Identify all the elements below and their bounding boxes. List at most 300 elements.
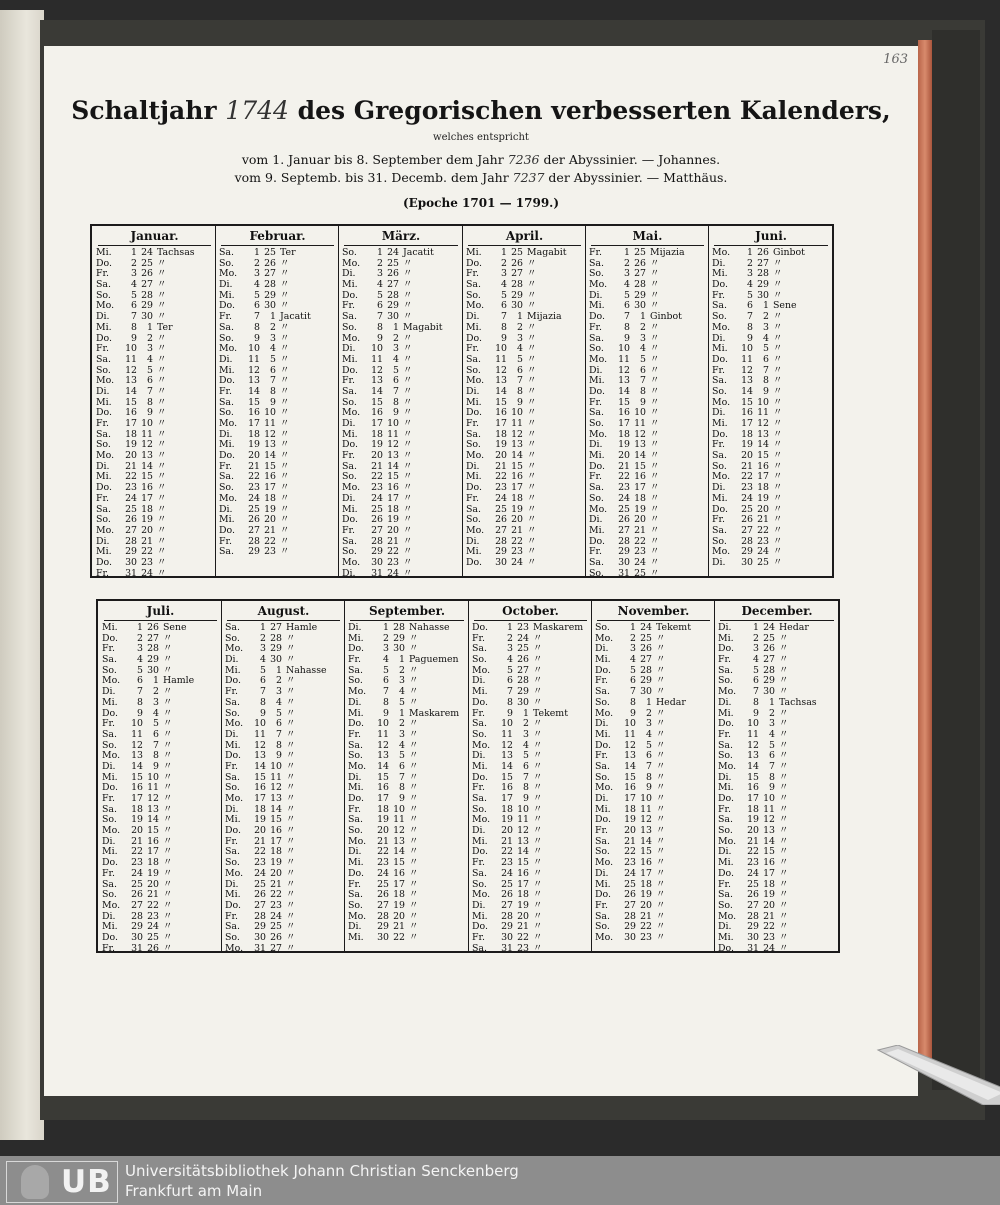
day-row bbox=[348, 880, 466, 891]
abyssinian-day: 27 bbox=[270, 942, 282, 954]
gregorian-day: 20 bbox=[254, 825, 266, 837]
day-row bbox=[472, 676, 589, 687]
abyssinian-month: 〃 bbox=[533, 782, 543, 794]
abyssinian-month: 〃 bbox=[773, 482, 783, 494]
day-row bbox=[342, 376, 460, 387]
gregorian-day: 29 bbox=[125, 546, 137, 558]
abyssinian-day: 10 bbox=[270, 760, 282, 772]
day-row bbox=[466, 301, 583, 312]
day-row bbox=[96, 451, 213, 462]
gregorian-day: 12 bbox=[377, 739, 389, 751]
weekday: Di. bbox=[712, 257, 726, 269]
abyssinian-day: 4 bbox=[393, 353, 399, 365]
abyssinian-month: 〃 bbox=[773, 396, 783, 408]
gregorian-day: 3 bbox=[377, 268, 383, 280]
gregorian-day: 26 bbox=[371, 514, 383, 526]
weekday: Di. bbox=[466, 385, 480, 397]
weekday: Do. bbox=[219, 524, 235, 536]
abyssinian-month: 〃 bbox=[409, 803, 419, 815]
weekday: Fr. bbox=[718, 878, 731, 890]
abyssinian-month: 〃 bbox=[163, 931, 173, 943]
gregorian-day: 11 bbox=[254, 728, 266, 740]
weekday: Do. bbox=[102, 931, 118, 943]
abyssinian-month: 〃 bbox=[650, 396, 660, 408]
gregorian-day: 12 bbox=[618, 364, 630, 376]
day-row bbox=[348, 741, 466, 752]
abyssinian-day: 20 bbox=[270, 867, 282, 879]
abyssinian-month: 〃 bbox=[656, 921, 666, 933]
day-row bbox=[219, 419, 336, 430]
abyssinian-day: 27 bbox=[147, 632, 159, 644]
day-row bbox=[472, 933, 589, 944]
abyssinian-month: Hamle bbox=[163, 675, 195, 687]
abyssinian-day: 24 bbox=[270, 910, 282, 922]
day-row bbox=[225, 698, 342, 709]
weekday: Do. bbox=[472, 696, 488, 708]
weekday: Mi. bbox=[718, 931, 734, 943]
gregorian-day: 31 bbox=[371, 567, 383, 579]
gregorian-day: 1 bbox=[747, 247, 753, 258]
abyssinian-month: 〃 bbox=[157, 385, 167, 397]
abyssinian-day: 18 bbox=[634, 492, 646, 504]
weekday: Sa. bbox=[225, 771, 240, 783]
abyssinian-day: 16 bbox=[757, 460, 769, 472]
abyssinian-month: 〃 bbox=[157, 492, 167, 504]
weekday: Di. bbox=[342, 268, 356, 280]
gregorian-day: 18 bbox=[618, 428, 630, 440]
day-row bbox=[589, 430, 706, 441]
gregorian-day: 12 bbox=[501, 739, 513, 751]
abyssinian-day: 16 bbox=[763, 857, 775, 869]
abyssinian-month: Maskarem bbox=[533, 622, 584, 633]
month-name: December. bbox=[720, 603, 834, 621]
abyssinian-month: 〃 bbox=[533, 728, 543, 740]
abyssinian-month: 〃 bbox=[409, 931, 419, 943]
abyssinian-month: 〃 bbox=[656, 707, 666, 719]
weekday: Mi. bbox=[348, 857, 364, 869]
abyssinian-day: 7 bbox=[153, 739, 159, 751]
abyssinian-month: 〃 bbox=[409, 857, 419, 869]
gregorian-day: 3 bbox=[747, 268, 753, 280]
gregorian-day: 13 bbox=[125, 375, 137, 387]
weekday: Sa. bbox=[219, 321, 234, 333]
abyssinian-day: 5 bbox=[646, 739, 652, 751]
gregorian-day: 6 bbox=[383, 675, 389, 687]
abyssinian-day: 29 bbox=[393, 632, 405, 644]
abyssinian-month: 〃 bbox=[779, 750, 789, 762]
gregorian-day: 18 bbox=[125, 428, 137, 440]
weekday: Di. bbox=[472, 899, 486, 911]
gregorian-day: 13 bbox=[371, 375, 383, 387]
day-row bbox=[712, 376, 830, 387]
day-row bbox=[472, 912, 589, 923]
abyssinian-month: 〃 bbox=[157, 567, 167, 579]
weekday: So. bbox=[718, 899, 733, 911]
gregorian-day: 28 bbox=[495, 535, 507, 547]
gregorian-day: 4 bbox=[377, 279, 383, 291]
day-row bbox=[718, 912, 836, 923]
day-row bbox=[472, 730, 589, 741]
abyssinian-day: 18 bbox=[511, 492, 523, 504]
abyssinian-day: 19 bbox=[141, 514, 153, 526]
weekday: So. bbox=[102, 664, 117, 676]
abyssinian-month: Tekemt bbox=[533, 707, 568, 719]
weekday: Sa. bbox=[96, 279, 111, 291]
abyssinian-day: 25 bbox=[270, 921, 282, 933]
abyssinian-day: 5 bbox=[270, 353, 276, 365]
weekday: Sa. bbox=[712, 375, 727, 387]
day-row bbox=[718, 794, 836, 805]
day-row bbox=[102, 687, 219, 698]
abyssinian-month: 〃 bbox=[286, 846, 296, 858]
abyssinian-month: 〃 bbox=[527, 535, 537, 547]
weekday: Sa. bbox=[102, 803, 117, 815]
weekday: Mi. bbox=[712, 343, 728, 355]
weekday: Do. bbox=[96, 407, 112, 419]
weekday: Mo. bbox=[712, 546, 731, 558]
gregorian-day: 7 bbox=[630, 686, 636, 698]
weekday: So. bbox=[595, 846, 610, 858]
weekday: Di. bbox=[219, 503, 233, 515]
day-row bbox=[595, 687, 712, 698]
gregorian-day: 9 bbox=[507, 707, 513, 719]
day-row bbox=[348, 698, 466, 709]
abyssinian-day: 22 bbox=[634, 535, 646, 547]
gregorian-day: 1 bbox=[507, 622, 513, 633]
abyssinian-day: 30 bbox=[763, 686, 775, 698]
gregorian-day: 14 bbox=[747, 760, 759, 772]
gregorian-day: 25 bbox=[254, 878, 266, 890]
weekday: Di. bbox=[348, 696, 362, 708]
abyssinian-day: 11 bbox=[147, 782, 159, 794]
abyssinian-day: 14 bbox=[264, 450, 276, 462]
weekday: Di. bbox=[225, 803, 239, 815]
abyssinian-month: 〃 bbox=[163, 803, 173, 815]
abyssinian-day: 27 bbox=[270, 622, 282, 633]
abyssinian-day: 7 bbox=[763, 364, 769, 376]
abyssinian-month: 〃 bbox=[650, 567, 660, 579]
abyssinian-day: 4 bbox=[763, 332, 769, 344]
day-row bbox=[466, 505, 583, 516]
gregorian-day: 8 bbox=[501, 321, 507, 333]
weekday: So. bbox=[102, 814, 117, 826]
weekday: Di. bbox=[348, 771, 362, 783]
day-row bbox=[225, 922, 342, 933]
abyssinian-month: 〃 bbox=[157, 407, 167, 419]
abyssinian-day: 15 bbox=[640, 846, 652, 858]
day-row bbox=[466, 526, 583, 537]
gregorian-day: 7 bbox=[377, 311, 383, 323]
day-row bbox=[225, 762, 342, 773]
day-row bbox=[348, 922, 466, 933]
gregorian-day: 28 bbox=[377, 910, 389, 922]
gregorian-day: 24 bbox=[501, 867, 513, 879]
weekday: Mi. bbox=[466, 321, 482, 333]
day-row bbox=[595, 890, 712, 901]
day-row bbox=[472, 869, 589, 880]
abyssinian-day: 4 bbox=[270, 343, 276, 355]
abyssinian-day: 27 bbox=[141, 279, 153, 291]
abyssinian-month: 〃 bbox=[650, 428, 660, 440]
weekday: So. bbox=[348, 825, 363, 837]
gregorian-day: 3 bbox=[624, 268, 630, 280]
gregorian-day: 15 bbox=[377, 771, 389, 783]
gregorian-day: 6 bbox=[137, 675, 143, 687]
day-row bbox=[102, 847, 219, 858]
abyssinian-day: 22 bbox=[517, 931, 529, 943]
abyssinian-month: 〃 bbox=[286, 878, 296, 890]
abyssinian-day: 21 bbox=[147, 889, 159, 901]
abyssinian-month: 〃 bbox=[280, 439, 290, 451]
calendar-page bbox=[44, 46, 918, 1096]
gregorian-day: 22 bbox=[741, 471, 753, 483]
abyssinian-day: 17 bbox=[763, 867, 775, 879]
day-row bbox=[225, 644, 342, 655]
weekday: Mo. bbox=[342, 482, 361, 494]
weekday: Mo. bbox=[225, 942, 244, 954]
day-row bbox=[718, 869, 836, 880]
abyssinian-month: 〃 bbox=[650, 321, 660, 333]
day-row bbox=[589, 248, 706, 259]
day-row bbox=[96, 558, 213, 569]
day-row bbox=[96, 569, 213, 580]
weekday: Mo. bbox=[472, 889, 491, 901]
abyssinian-day: 13 bbox=[634, 439, 646, 451]
gregorian-day: 24 bbox=[377, 867, 389, 879]
gregorian-day: 1 bbox=[624, 247, 630, 258]
abyssinian-month: 〃 bbox=[403, 289, 413, 301]
abyssinian-month: 〃 bbox=[403, 503, 413, 515]
month-name: Januar. bbox=[98, 228, 211, 246]
abyssinian-month: 〃 bbox=[527, 353, 537, 365]
gregorian-day: 30 bbox=[741, 556, 753, 568]
abyssinian-day: 20 bbox=[517, 910, 529, 922]
gregorian-day: 21 bbox=[741, 460, 753, 472]
abyssinian-day: 25 bbox=[634, 567, 646, 579]
weekday: Mo. bbox=[225, 867, 244, 879]
abyssinian-month: 〃 bbox=[409, 867, 419, 879]
gregorian-day: 27 bbox=[371, 524, 383, 536]
weekday: Mo. bbox=[595, 857, 614, 869]
abyssinian-day: 4 bbox=[640, 343, 646, 355]
month-column-märz bbox=[338, 226, 462, 579]
abyssinian-month: 〃 bbox=[773, 546, 783, 558]
gregorian-day: 1 bbox=[137, 622, 143, 633]
abyssinian-day: 5 bbox=[393, 364, 399, 376]
abyssinian-day: 17 bbox=[640, 867, 652, 879]
day-row bbox=[472, 666, 589, 677]
abyssinian-month: 〃 bbox=[157, 375, 167, 387]
day-row bbox=[712, 483, 830, 494]
weekday: Do. bbox=[348, 867, 364, 879]
abyssinian-day: 20 bbox=[387, 524, 399, 536]
weekday: Do. bbox=[589, 311, 605, 323]
weekday: Di. bbox=[712, 407, 726, 419]
weekday: Fr. bbox=[466, 268, 479, 280]
weekday: Mo. bbox=[712, 396, 731, 408]
weekday: Fr. bbox=[96, 492, 109, 504]
gregorian-day: 3 bbox=[753, 643, 759, 655]
day-row bbox=[96, 344, 213, 355]
abyssinian-month: 〃 bbox=[533, 921, 543, 933]
abyssinian-month: 〃 bbox=[650, 514, 660, 526]
abyssinian-month: 〃 bbox=[779, 899, 789, 911]
day-row bbox=[595, 751, 712, 762]
month-divider bbox=[468, 601, 469, 951]
day-row bbox=[102, 869, 219, 880]
gregorian-day: 6 bbox=[254, 300, 260, 312]
gregorian-day: 13 bbox=[495, 375, 507, 387]
day-row bbox=[595, 805, 712, 816]
day-row bbox=[595, 912, 712, 923]
abyssinian-month: 〃 bbox=[533, 750, 543, 762]
day-row bbox=[718, 623, 836, 634]
abyssinian-day: 15 bbox=[757, 450, 769, 462]
abyssinian-month: 〃 bbox=[650, 450, 660, 462]
abyssinian-month: 〃 bbox=[533, 910, 543, 922]
abyssinian-month: 〃 bbox=[163, 771, 173, 783]
abyssinian-month: 〃 bbox=[656, 889, 666, 901]
abyssinian-month: 〃 bbox=[409, 878, 419, 890]
abyssinian-month: Ter bbox=[280, 247, 296, 258]
abyssinian-day: 5 bbox=[523, 750, 529, 762]
abyssinian-day: 29 bbox=[141, 300, 153, 312]
abyssinian-month: 〃 bbox=[409, 686, 419, 698]
gregorian-day: 16 bbox=[125, 407, 137, 419]
weekday: Mi. bbox=[718, 632, 734, 644]
weekday: Fr. bbox=[219, 535, 232, 547]
day-row bbox=[225, 687, 342, 698]
gregorian-day: 26 bbox=[125, 514, 137, 526]
gregorian-day: 9 bbox=[260, 707, 266, 719]
abyssinian-day: 16 bbox=[511, 471, 523, 483]
abyssinian-day: 17 bbox=[264, 482, 276, 494]
gregorian-day: 9 bbox=[131, 332, 137, 344]
gregorian-day: 16 bbox=[618, 407, 630, 419]
weekday: Do. bbox=[219, 375, 235, 387]
gregorian-day: 22 bbox=[501, 846, 513, 858]
month-column-april bbox=[462, 226, 585, 576]
day-row bbox=[589, 301, 706, 312]
day-row bbox=[595, 698, 712, 709]
weekday: So. bbox=[718, 675, 733, 687]
weekday: Do. bbox=[225, 750, 241, 762]
day-row bbox=[102, 901, 219, 912]
abyssinian-day: 26 bbox=[387, 268, 399, 280]
title-year: 1744 bbox=[225, 96, 289, 125]
abyssinian-month: 〃 bbox=[403, 268, 413, 280]
abyssinian-day: 1 bbox=[640, 311, 646, 323]
day-row bbox=[472, 623, 589, 634]
abyssinian-day: 28 bbox=[264, 279, 276, 291]
day-row bbox=[589, 515, 706, 526]
abyssinian-month: 〃 bbox=[286, 675, 296, 687]
abyssinian-day: 10 bbox=[640, 793, 652, 804]
abyssinian-month: 〃 bbox=[779, 675, 789, 687]
gregorian-day: 9 bbox=[254, 332, 260, 344]
line1-prefix: vom 1. Januar bis 8. September dem Jahr bbox=[241, 152, 508, 167]
day-row bbox=[348, 912, 466, 923]
abyssinian-month: 〃 bbox=[280, 535, 290, 547]
abyssinian-day: 13 bbox=[517, 835, 529, 847]
abyssinian-day: 11 bbox=[387, 428, 399, 440]
gregorian-day: 26 bbox=[248, 514, 260, 526]
abyssinian-month: 〃 bbox=[650, 546, 660, 558]
abyssinian-month: 〃 bbox=[163, 664, 173, 676]
abyssinian-month: 〃 bbox=[403, 535, 413, 547]
weekday: Fr. bbox=[718, 728, 731, 740]
weekday: Sa. bbox=[96, 353, 111, 365]
weekday: Do. bbox=[589, 460, 605, 472]
abyssinian-month: 〃 bbox=[163, 728, 173, 740]
weekday: Sa. bbox=[466, 503, 481, 515]
abyssinian-month: 〃 bbox=[650, 353, 660, 365]
day-row bbox=[466, 248, 583, 259]
gregorian-day: 24 bbox=[741, 492, 753, 504]
abyssinian-month: 〃 bbox=[773, 418, 783, 429]
abyssinian-day: 13 bbox=[270, 793, 282, 804]
weekday: Fr. bbox=[472, 931, 485, 943]
abyssinian-month: 〃 bbox=[163, 793, 173, 804]
abyssinian-month: 〃 bbox=[656, 878, 666, 890]
day-row bbox=[718, 922, 836, 933]
day-row bbox=[342, 301, 460, 312]
abyssinian-day: 4 bbox=[399, 739, 405, 751]
weekday: Mo. bbox=[102, 825, 121, 837]
weekday: Fr. bbox=[589, 471, 602, 483]
gregorian-day: 22 bbox=[248, 471, 260, 483]
gregorian-day: 1 bbox=[254, 247, 260, 258]
gregorian-day: 2 bbox=[383, 632, 389, 644]
abyssinian-day: 12 bbox=[270, 782, 282, 794]
weekday: Sa. bbox=[589, 257, 604, 269]
gregorian-day: 13 bbox=[254, 750, 266, 762]
abyssinian-day: 4 bbox=[523, 739, 529, 751]
day-row bbox=[219, 376, 336, 387]
abyssinian-month: 〃 bbox=[773, 556, 783, 568]
day-row bbox=[342, 355, 460, 366]
weekday: Do. bbox=[589, 385, 605, 397]
day-row bbox=[342, 387, 460, 398]
abyssinian-month: 〃 bbox=[157, 546, 167, 558]
abyssinian-month: 〃 bbox=[286, 739, 296, 751]
abyssinian-month: 〃 bbox=[656, 931, 666, 943]
weekday: Fr. bbox=[342, 375, 355, 387]
day-row bbox=[589, 558, 706, 569]
weekday: Fr. bbox=[595, 825, 608, 837]
day-row bbox=[718, 741, 836, 752]
abyssinian-day: 5 bbox=[147, 364, 153, 376]
abyssinian-day: 30 bbox=[757, 289, 769, 301]
abyssinian-day: 29 bbox=[757, 279, 769, 291]
abyssinian-month: 〃 bbox=[773, 524, 783, 536]
weekday: Sa. bbox=[102, 878, 117, 890]
weekday: Di. bbox=[589, 364, 603, 376]
weekday: Sa. bbox=[589, 556, 604, 568]
gregorian-day: 4 bbox=[507, 654, 513, 666]
abyssinian-day: 11 bbox=[757, 407, 769, 419]
abyssinian-day: 21 bbox=[511, 524, 523, 536]
gregorian-day: 21 bbox=[618, 460, 630, 472]
abyssinian-month: 〃 bbox=[533, 771, 543, 783]
day-row bbox=[219, 515, 336, 526]
abyssinian-day: 13 bbox=[141, 450, 153, 462]
weekday: Di. bbox=[342, 492, 356, 504]
gregorian-day: 3 bbox=[630, 643, 636, 655]
weekday: Fr. bbox=[96, 567, 109, 579]
weekday: Mo. bbox=[348, 686, 367, 698]
page-subtitle: welches entspricht bbox=[433, 132, 529, 143]
